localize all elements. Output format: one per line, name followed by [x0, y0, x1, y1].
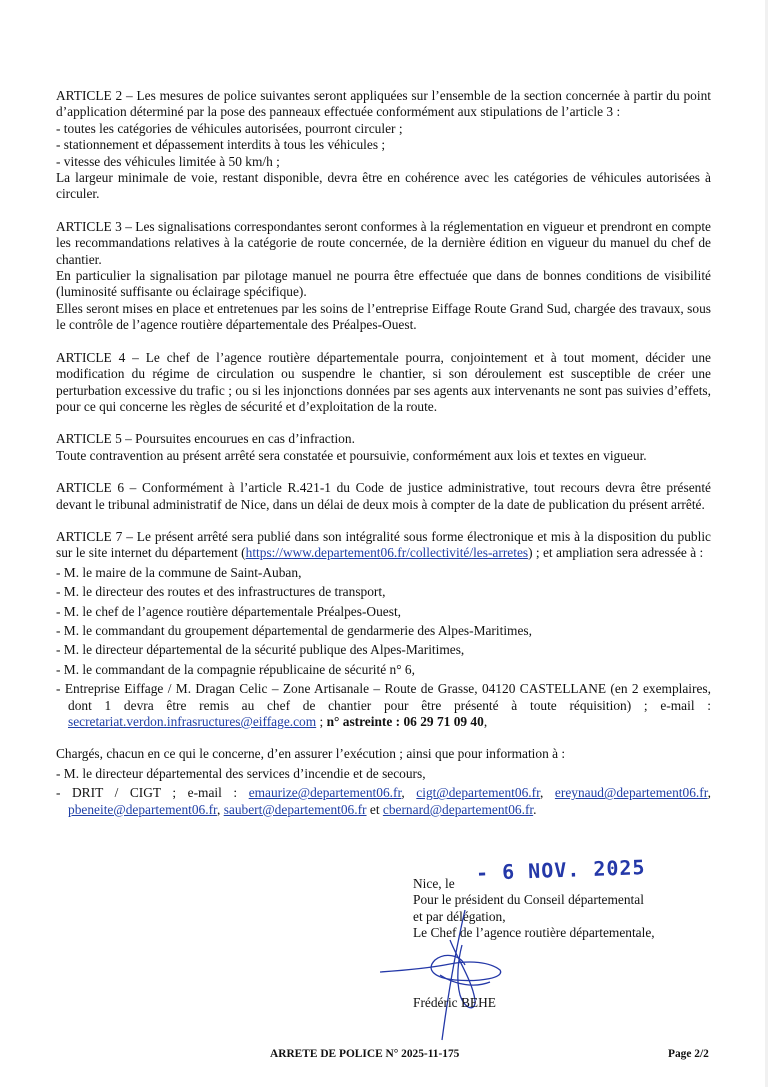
info-recipient-sdis: - M. le directeur départemental des services d’incendie et de secours,	[56, 765, 426, 781]
email-link[interactable]: pbeneite@departement06.fr	[68, 801, 217, 817]
footer-reference: ARRETE DE POLICE N° 2025-11-175	[270, 1048, 460, 1060]
footer-page-number: Page 2/2	[668, 1048, 709, 1060]
email-link[interactable]: saubert@departement06.fr	[223, 801, 367, 817]
arretes-link[interactable]: https://www.departement06.fr/collectivité/les-arretes	[245, 545, 529, 561]
charges-intro: Chargés, chacun en ce qui le concerne, d’en assurer l’exécution ; ainsi que pour information à :	[56, 746, 566, 762]
article-5-title: ARTICLE 5 – Poursuites encourues en cas d’infraction.	[56, 431, 355, 447]
email-link[interactable]: cigt@departement06.fr	[416, 785, 541, 801]
list-item: - vitesse des véhicules limitée à 50 km/h ;	[56, 153, 280, 169]
eiffage-text: - Entreprise Eiffage / M. Dragan Celic – Zone Artisanale – Route de Grasse, 04120 CASTELLANE (en 2 exemplaires, dont 1 devra être remis au chef de chantier pour être présenté à toute réquisition) ; e-mail :	[56, 681, 711, 713]
separator: et	[366, 801, 383, 817]
list-item: - toutes les catégories de véhicules autorisées, pourront circuler ;	[56, 120, 403, 136]
article-6-paragraph: ARTICLE 6 – Conformément à l’article R.421-1 du Code de justice administrative, tout recours devra être présenté devant le tribunal administratif de Nice, dans un délai de deux mois à compter de la date de publication du présent arrêté.	[56, 480, 711, 512]
recipient-item: - M. le directeur des routes et des infrastructures de transport,	[56, 584, 386, 600]
article-7-intro	[56, 529, 711, 562]
article-3-paragraph: En particulier la signalisation par pilotage manuel ne pourra être effectuée que dans de bonnes conditions de visibilité (luminosité suffisante ou éclairage spécifique).	[56, 268, 711, 300]
article-7	[56, 529, 711, 730]
astreinte-number: n° astreinte : 06 29 71 09 40	[326, 714, 484, 729]
article-2	[56, 88, 711, 203]
recipient-item: - M. le directeur départemental de la sécurité publique des Alpes-Maritimes,	[56, 642, 465, 658]
recipient-item: - M. le commandant de la compagnie républicaine de sécurité n° 6,	[56, 661, 415, 677]
email-link[interactable]: emaurize@departement06.fr	[248, 785, 402, 801]
list-item: - stationnement et dépassement interdits à tous les véhicules ;	[56, 137, 386, 153]
article-5-body: Toute contravention au présent arrêté sera constatée et poursuivie, conformément aux lois et textes en vigueur.	[56, 447, 647, 463]
article-5	[56, 431, 711, 464]
signature-line: Pour le président du Conseil départemental	[413, 892, 644, 908]
article-7-intro-tail: ) ; et ampliation sera adressée à :	[528, 545, 704, 561]
charges-section	[56, 746, 711, 818]
article-2-closing: La largeur minimale de voie, restant disponible, devra être en cohérence avec les catégories de véhicules autorisées à circuler.	[56, 170, 711, 202]
recipient-item: - M. le chef de l’agence routière départementale Préalpes-Ouest,	[56, 603, 402, 619]
separator: .	[533, 801, 537, 817]
article-3-paragraph: Elles seront mises en place et entretenues par les soins de l’entreprise Eiffage Route Grand Sud, chargée des travaux, sous le contrôle de l’agence routière départementale des Préalpes-Ouest.	[56, 300, 711, 333]
eiffage-email-link[interactable]: secretariat.verdon.infrasructures@eiffage.com	[68, 714, 317, 729]
signature-line: Le Chef de l’agence routière départementale,	[413, 925, 655, 941]
article-4	[56, 350, 711, 416]
signer-name: Frédéric BEHE	[413, 995, 496, 1010]
article-7-intro-text: ARTICLE 7 – Le présent arrêté sera publié dans son intégralité sous forme électronique et mis à la disposition du public sur le site internet du département (	[56, 528, 711, 561]
separator: ;	[316, 714, 327, 729]
recipient-item: - M. le commandant du groupement départemental de gendarmerie des Alpes-Maritimes,	[56, 622, 532, 638]
article-6	[56, 480, 711, 513]
drit-prefix: - DRIT / CIGT ; e-mail :	[56, 785, 249, 801]
signature-place: Nice, le	[413, 876, 455, 891]
separator: ,	[540, 785, 555, 801]
article-4-paragraph: ARTICLE 4 – Le chef de l’agence routière départementale pourra, conjointement et à tout moment, décider une modification du régime de circulation ou suspendre le chantier, si son déroulement est susceptible de créer une perturbation excessive du trafic ; ou si les injonctions données par ses agents aux intervenants ne sont pas suivies d’effets, pour ce qui concerne les règles de sécurité et d’exploitation de la route.	[56, 349, 711, 414]
email-link[interactable]: ereynaud@departement06.fr	[554, 785, 708, 801]
article-3-paragraph: ARTICLE 3 – Les signalisations correspondantes seront conformes à la réglementation en vigueur et prendront en compte les recommandations relatives à la catégorie de route concernée, de la dernière édition en vigueur du manuel du chef de chantier.	[56, 218, 711, 267]
separator: ,	[483, 714, 488, 729]
separator: ,	[707, 785, 711, 801]
article-3	[56, 219, 711, 334]
date-stamp: - 6 NOV. 2025	[475, 855, 646, 885]
info-recipient-drit	[56, 785, 711, 818]
signature-line: et par délégation,	[413, 908, 506, 924]
article-2-intro: ARTICLE 2 – Les mesures de police suivantes seront appliquées sur l’ensemble de la section concernée à partir du point d’application déterminé par la pose des panneaux effectuée conformément aux stipulations de l’article 3 :	[56, 88, 711, 120]
handwritten-signature-icon	[380, 900, 540, 1050]
document-body	[56, 88, 711, 834]
email-link[interactable]: cbernard@departement06.fr	[382, 801, 534, 817]
separator: ,	[216, 801, 224, 817]
separator: ,	[401, 785, 417, 801]
recipient-item: - M. le maire de la commune de Saint-Auban,	[56, 564, 302, 580]
recipient-item-eiffage	[56, 681, 711, 730]
